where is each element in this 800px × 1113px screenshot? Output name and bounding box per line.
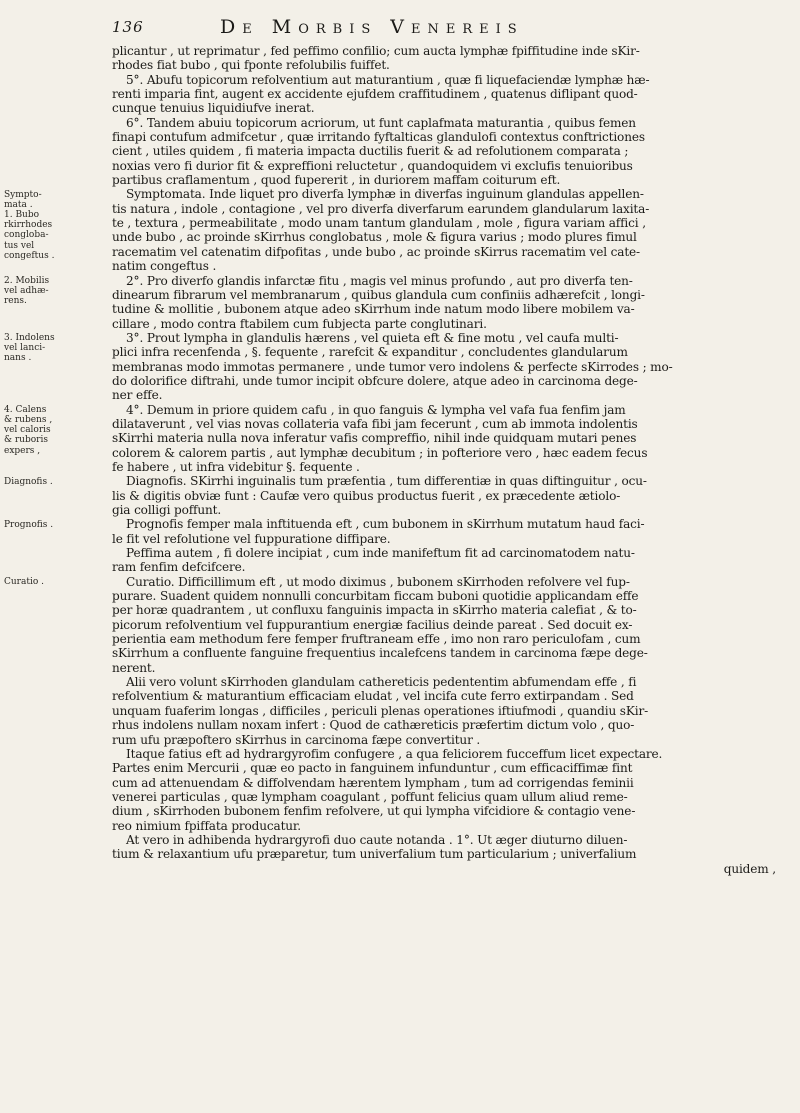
page-number: 136 <box>112 18 144 36</box>
text-line: 2°. Pro diverfo glandis infarctæ fitu , magis vel minus profundo , aut pro diverfa ten- <box>126 273 633 288</box>
text-line: quidem , <box>723 861 776 876</box>
margin-note-line: 4. Calens <box>4 404 47 415</box>
text-line: 6°. Tandem abuiu topicorum acriorum, ut funt caplafmata maturantia , quibus femen <box>126 115 636 130</box>
body-text <box>112 44 776 876</box>
text-line: 4°. Demum in priore quidem cafu , in quo fanguis & lympha vel vafa fua fenfim jam <box>126 402 626 417</box>
text-line: Curatio. Difficillimum eft , ut modo diximus , bubonem sKirrhoden refolvere vel fup- <box>126 574 630 589</box>
text-line: 3°. Prout lympha in glandulis hærens , vel quieta eft & fine motu , vel caufa multi- <box>126 330 619 345</box>
text-line: per horæ quadrantem , ut confluxu fanguinis impacta in sKirrho materia calefiat , & to- <box>112 603 637 618</box>
text-line: tium & relaxantium ufu præparetur, tum univerfalium tum particularium ; univerfalium <box>112 847 637 862</box>
margin-notes <box>0 0 110 1113</box>
text-line: refolventium & maturantium efficaciam eludat , vel incifa cute ferro extirpandam . Sed <box>112 689 634 704</box>
text-line: cum ad attenuendam & diffolvendam hærentem lympham , tum ad corrigendas feminii <box>112 775 634 790</box>
text-line: cillare , modo contra ftabilem cum fubjecta parte conglutinari. <box>112 316 487 331</box>
text-line: rhodes fiat bubo , qui fponte refolubilis fuiffet. <box>112 58 390 73</box>
text-line: ram fenfim defcifcere. <box>112 560 246 575</box>
text-line: cient , utiles quidem , fi materia impacta ductilis fuerit & ad refolutionem comparata ; <box>112 144 629 159</box>
text-line: sKirrhi materia nulla nova inferatur vafis compreffio, nihil inde quidquam mutari penes <box>112 431 637 446</box>
text-line: tudine & mollitie , bubonem atque adeo sKirrhum inde natum modo libere mobilem va- <box>112 302 635 317</box>
text-line: lis & digitis obviæ funt : Caufæ vero quibus productus fuerit , ex præcedente ætiolo- <box>112 488 621 503</box>
margin-note-line: & ruboris <box>4 435 48 446</box>
margin-note-line: 2. Mobilis <box>4 275 50 286</box>
margin-note-line: Sympto- <box>4 189 42 200</box>
margin-note-line: expers , <box>4 445 41 456</box>
margin-note-line: 1. Bubo <box>4 209 40 220</box>
text-line: racematim vel catenatim difpofitas , unde bubo , ac proinde sKirrus racematim vel cate- <box>112 244 640 259</box>
text-line: Symptomata. Inde liquet pro diverfa lymphæ in diverfas inguinum glandulas appellen- <box>126 187 644 202</box>
margin-note-line: vel caloris <box>4 425 51 436</box>
margin-note-calens <box>4 405 108 456</box>
text-line: colorem & calorem partis , aut lymphæ decubitum ; in pofteriore vero , hæc eadem fecus <box>112 445 648 460</box>
margin-note-line: tus vel <box>4 240 35 251</box>
margin-note-mobilis <box>4 276 108 307</box>
running-title: De Morbis Venereis <box>220 16 524 38</box>
text-line: picorum refolventium vel fuppurantium energiæ facilius deinde pareat . Sed docuit ex- <box>112 617 633 632</box>
text-line: unde bubo , ac proinde sKirrhus conglobatus , mole & figura varius ; modo plures fimul <box>112 230 637 245</box>
margin-note-indolens <box>4 333 108 364</box>
text-line: gia colligi poffunt. <box>112 503 222 517</box>
text-line: At vero in adhibenda hydrargyrofi duo caute notanda . 1°. Ut æger diuturno diluen- <box>126 832 628 847</box>
text-line: purare. Suadent quidem nonnulli concurbitam ficcam buboni quotidie applicandam effe <box>112 589 639 604</box>
text-line: noxias vero fi durior fit & expreffioni reluctetur , quandoquidem vi exclufis tenuioribus <box>112 158 633 173</box>
text-line: Prognofis femper mala inftituenda eft , cum bubonem in sKirrhum mutatum haud faci- <box>126 517 645 532</box>
text-line: finapi contufum admifcetur , quæ irritando fyftalticas glandulofi contextus conftrictiones <box>112 130 645 145</box>
text-line: membranas modo immotas permanere , unde tumor vero indolens & perfecte sKirrodes ; mo- <box>112 359 673 374</box>
text-line: do dolorifice diftrahi, unde tumor incipit obfcure dolere, atque adeo in carcinoma dege- <box>112 373 638 388</box>
margin-note-line: Curatio . <box>4 576 44 587</box>
text-line: dilataverunt , vel vias novas collateria vafa fibi jam fecerunt , cum ab immota indolentis <box>112 416 638 431</box>
text-line: unquam fuaferim longas , difficiles , periculi plenas operationes iftiufmodi , quandiu sKir- <box>112 703 649 718</box>
text-line: nerent. <box>112 660 156 675</box>
margin-note-line: rens. <box>4 296 27 306</box>
text-line: cunque tenuius liquidiufve inerat. <box>112 101 315 116</box>
text-line: rum ufu præpoftero sKirrhus in carcinoma fæpe convertitur . <box>112 732 481 747</box>
text-line: Peffima autem , fi dolere incipiat , cum inde manifeftum fit ad carcinomatodem natu- <box>126 546 635 561</box>
margin-note-curatio <box>4 577 108 587</box>
margin-note-line: vel lanci- <box>4 343 46 354</box>
margin-note-line: Prognofis . <box>4 519 54 530</box>
margin-note-line: 3. Indolens <box>4 333 55 343</box>
text-line: ner effe. <box>112 388 163 403</box>
text-line: sKirrhum a confluente fanguine frequentius incalefcens tandem in carcinoma fæpe dege- <box>112 646 648 661</box>
text-line: dium , sKirrhoden bubonem fenfim refolvere, ut qui lympha vifcidiore & contagio vene- <box>112 804 636 819</box>
margin-note-prognofis <box>4 520 108 530</box>
margin-note-symptomata <box>4 190 108 261</box>
margin-note-line: vel adhæ- <box>4 285 49 296</box>
text-line: tis natura , indole , contagione , vel pro diverfa diverfarum earundem glandularum laxita- <box>112 201 650 216</box>
text-line: Alii vero volunt sKirrhoden glandulam cathereticis pedententim abfumendam effe , fi <box>126 675 637 690</box>
text-line: fe habere , ut infra videbitur §. fequente . <box>112 459 360 474</box>
margin-note-line: & rubens , <box>4 414 53 425</box>
text-line: le fit vel refolutione vel fuppuratione diffipare. <box>112 531 391 546</box>
text-line: 5°. Abufu topicorum refolventium aut maturantium , quæ fi liquefaciendæ lymphæ hæ- <box>126 72 650 87</box>
margin-note-line: congloba- <box>4 230 49 241</box>
margin-note-line: nans . <box>4 353 32 364</box>
page-header <box>0 6 800 46</box>
margin-note-line: Diagnofis . <box>4 476 53 487</box>
text-line: renti imparia fint, augent ex accidente ejufdem craffitudinem , quatenus diflipant quod- <box>112 87 638 102</box>
text-line: plici infra recenfenda , §. fequente , rarefcit & expanditur , concludentes glandularum <box>112 345 628 360</box>
text-line: te , textura , permeabilitate , modo unam tantum glandulam , mole , figura variam affici , <box>112 216 646 231</box>
margin-note-line: congeftus . <box>4 250 55 261</box>
text-line: Itaque fatius eft ad hydrargyrofim confugere , a qua feliciorem fucceffum licet expectare. <box>126 746 663 761</box>
text-line: perientia eam methodum fere femper fruftraneam effe , imo non raro periculofam , cum <box>112 632 641 647</box>
text-line: plicantur , ut reprimatur , fed peffimo confilio; cum aucta lymphæ fpiffitudine inde sKir- <box>112 44 640 58</box>
margin-note-line: mata . <box>4 199 33 210</box>
text-line: Diagnofis. SKirrhi inguinalis tum præfentia , tum differentiæ in quas diftinguitur , ocu- <box>126 474 647 489</box>
text-line: natim congeftus . <box>112 259 217 274</box>
margin-note-diagnofis <box>4 477 108 487</box>
text-line: venerei particulas , quæ lympham coagulant , poffunt felicius quam ullum aliud reme- <box>112 789 628 804</box>
margin-note-line: rkirrhodes <box>4 220 53 231</box>
text-line: reo nimium fpiffata producatur. <box>112 818 301 833</box>
text-line: rhus indolens nullam noxam infert : Quod de cathæreticis præfertim dictum volo , quo- <box>112 718 635 733</box>
text-line: dinearum fibrarum vel membranarum , quibus glandula cum confiniis adhærefcit , longi- <box>112 287 645 302</box>
text-line: Partes enim Mercurii , quæ eo pacto in fanguinem infunduntur , cum efficaciffimæ fint <box>112 761 633 776</box>
text-line: partibus craflamentum , quod fupererit , in duriorem maffam coiturum eft. <box>112 173 561 188</box>
